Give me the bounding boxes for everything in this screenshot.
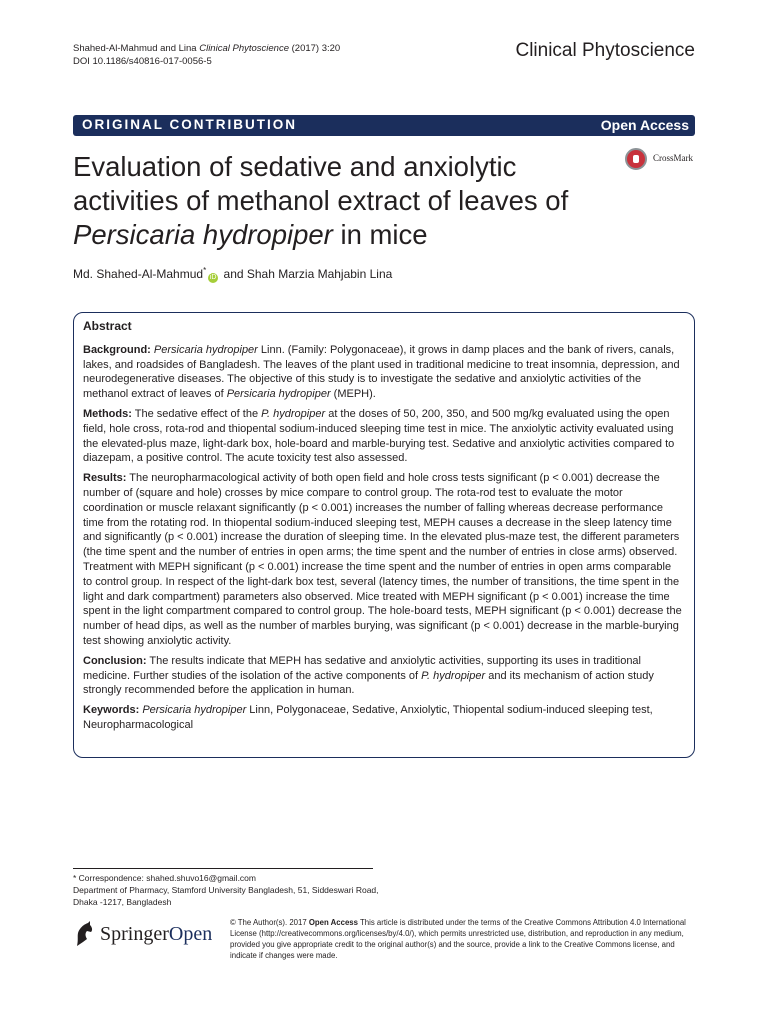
abstract-results <box>83 471 683 649</box>
author-1: Md. Shahed-Al-Mahmud <box>73 267 204 281</box>
license-body: This article is distributed under the terms of the Creative Commons Attribution 4.0 International License (http://creativecommons.org/licenses/by/4.0/), which permits unrestricted use, distribution, and reproduction in any medium, provided you give appropriate credit to the original author(s) and the source, provide a link to the Creative Commons license, and indicate if changes were made. <box>230 918 686 960</box>
results-text: The neuropharmacological activity of both open field and hole cross tests significant (p < 0.001) decrease the number of (square and hole) crosses by mice compare to control group. The rota-rod test to evaluate the motor coordination or muscle relaxant significantly (p < 0.001) increases the number of falling whereas decrease performance time from the rotating rod. In thiopental sodium-induced sleeping test, MEPH causes a decrease in the sleep latency time and significantly (p < 0.001) increase the duration of sleeping time. In the elevated plus-maze test, the different parameters (the time spent and the number of entries in open arms; the time spent and the number of entries in close arms) observed. Treatment with MEPH significant (p < 0.001) increase the time spent and the number of entries in open arms comparable to control group. In respect of the light-dark box test, several (latency times, the number of transitions, the time spent in the light and dark compartment) parameters also observed. Mice treated with MEPH significant (p < 0.001) increase the time spent in the light compartment compared to control group. The hole-board tests, MEPH significant (p < 0.001) decrease the number of head dips, as well as the number of marbles burying, was significant (p < 0.001) decrease in the marble-burying test showing anxiolytic activity. <box>83 472 682 647</box>
article-title <box>73 150 613 252</box>
conclusion-text-1: The results indicate that MEPH has sedative and anxiolytic activities, supporting its uses in traditional medicine. Further studies of the isolation of the active components of <box>83 654 641 682</box>
methods-species: P. hydropiper <box>261 407 326 420</box>
crossmark-icon <box>625 148 647 170</box>
keywords-text: Linn, Polygonaceae, Sedative, Anxiolytic, Thiopental sodium-induced sleeping test, Neuropharmacological <box>83 704 653 731</box>
conclusion-label: Conclusion: <box>83 654 147 667</box>
license-label: Open Access <box>308 918 358 927</box>
author-rest: and Shah Marzia Mahjabin Lina <box>220 267 393 281</box>
methods-label: Methods: <box>83 407 132 420</box>
title-line-2: activities of methanol extract of leaves of <box>73 185 569 216</box>
citation-journal: Clinical Phytoscience <box>199 43 289 54</box>
corresponding-mark: * <box>203 266 207 275</box>
background-species-2: Persicaria hydropiper <box>226 388 331 401</box>
springer-open-logo <box>73 920 223 950</box>
publisher-springer: Springer <box>100 923 169 945</box>
background-text-1: Linn. (Family: Polygonaceae), it grows in damp places and the bank of rivers, canals, lakes, and roadsides of Bangladesh. The leaves of the plant used in traditional medicine to treat insomnia, depression, and neurodegenerative diseases. The objective of this study is to investigate the sedative and anxiolytic activities of the methanol extract of leaves of <box>83 343 680 401</box>
correspondence[interactable]: * Correspondence: shahed.shuvo16@gmail.com <box>73 873 256 883</box>
abstract-keywords <box>83 703 683 733</box>
title-tail: in mice <box>332 219 428 250</box>
abstract-heading: Abstract <box>83 319 132 333</box>
background-text-2: (MEPH). <box>330 388 376 401</box>
running-header <box>73 42 340 68</box>
orcid-icon[interactable]: iD <box>209 274 217 281</box>
citation-year: (2017) 3:20 <box>288 43 341 54</box>
author-list <box>73 266 392 283</box>
keywords-species: Persicaria hydropiper <box>142 704 247 717</box>
crossmark-label: CrossMark <box>653 153 693 163</box>
title-species: Persicaria hydropiper <box>73 219 333 250</box>
citation-line <box>73 42 340 55</box>
citation-authors: Shahed-Al-Mahmud and Lina <box>73 43 200 54</box>
footnote-divider <box>73 868 373 869</box>
background-label: Background: <box>83 343 151 356</box>
journal-name: Clinical Phytoscience <box>515 40 695 61</box>
crossmark-badge[interactable] <box>625 145 705 175</box>
doi[interactable]: DOI 10.1186/s40816-017-0056-5 <box>73 56 212 67</box>
results-label: Results: <box>83 472 127 485</box>
methods-text-2: at the doses of 50, 200, 350, and 500 mg/kg evaluated using the open field, hole cross, rota-rod and thiopental sodium-induced sleeping time test in mice. The anxiolytic activity evaluated using the elevated-plus maze, light-dark box, hole-board and marble-burying test. Sedative and anxiolytic activities compared to diazepam, a positive control. The acute toxicity test also assessed. <box>83 407 675 465</box>
affiliation: Department of Pharmacy, Stamford University Bangladesh, 51, Siddeswari Road, Dhaka -1217, Bangladesh <box>73 885 379 907</box>
publisher-name <box>100 923 212 946</box>
conclusion-text-2: and its mechanism of action study strongly recommended before the application in human. <box>83 669 654 697</box>
abstract-methods <box>83 407 683 466</box>
abstract-background <box>83 343 683 402</box>
footnote <box>73 872 403 908</box>
license-prefix: © The Author(s). 2017 <box>230 918 309 927</box>
open-access-label: Open Access <box>600 117 689 133</box>
methods-text-1: The sedative effect of the <box>131 407 262 420</box>
publisher-open: Open <box>168 923 213 945</box>
license-text <box>230 917 696 961</box>
conclusion-species: P. hydropiper <box>421 669 486 682</box>
abstract-box <box>73 312 695 758</box>
background-species: Persicaria hydropiper <box>153 343 258 356</box>
keywords-label: Keywords: <box>83 704 140 717</box>
section-banner <box>73 115 695 136</box>
abstract-conclusion <box>83 654 683 698</box>
title-line-1: Evaluation of sedative and anxiolytic <box>73 151 517 182</box>
section-label: ORIGINAL CONTRIBUTION <box>82 117 297 132</box>
springer-horse-icon <box>73 920 95 948</box>
title-line-3 <box>73 218 613 252</box>
